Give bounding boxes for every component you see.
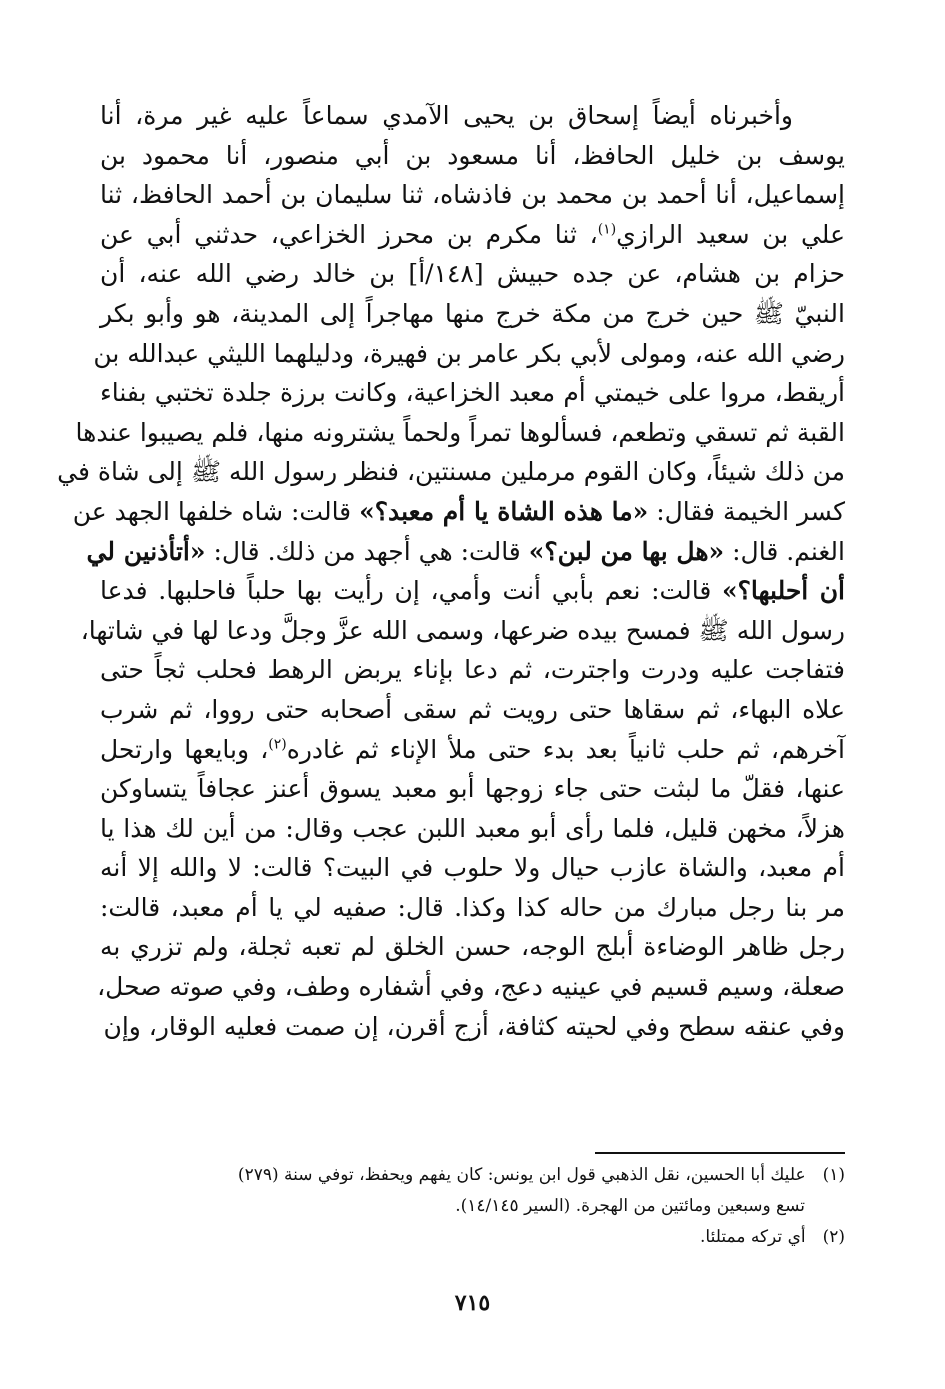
text-line [100,769,845,809]
text-line [100,650,845,690]
text-segment: صعلة، وسيم قسيم في عينيه دعج، وفي أشفاره وطف، وفي صوته صحل، [97,972,845,1002]
text-line [100,294,845,334]
page-number: ٧١٥ [454,1290,491,1316]
text-segment: وفي عنقه سطح وفي لحيته كثافة، أزج أقرن، إن صمت فعليه الوقار، وإن [103,1011,845,1041]
footnote-text: عليك أبا الحسين، نقل الذهبي قول ابن يونس: كان يفهم ويحفظ، توفي سنة (٢٧٩) [237,1165,811,1185]
text-line [100,96,845,136]
text-line [100,136,845,176]
text-segment: قالت: شاه خلفها الجهد عن [72,496,360,526]
footnote-line [100,1160,845,1191]
text-segment: كسر الخيمة فقال: [648,496,845,526]
text-line [100,927,845,967]
text-line [100,373,845,413]
footnote-text: تسع وسبعين ومائتين من الهجرة. (السير ١٤/١٤٥). [455,1196,805,1216]
bold-quote: «أتأذنين لي [86,536,206,566]
bold-quote: أن أحلبها؟» [721,576,845,606]
text-line [100,848,845,888]
text-line [100,1007,845,1047]
text-line [75,413,845,453]
text-line [93,334,845,374]
text-segment: أم معبد، والشاة عازب حيال ولا حلوب في البيت؟ قالت: لا والله إلا أنه [100,853,845,883]
bold-quote: «هل بها من لبن؟» [528,536,725,566]
bold-quote: «ما هذه الشاة يا أم معبد؟» [359,496,649,526]
text-segment: آخرهم، ثم حلب ثانياً بعد بدء حتى ملأ الإناء ثم غادره [286,734,846,764]
footnote-line [100,1191,845,1222]
text-segment: النبيّ ﷺ حين خرج من مكة خرج منها مهاجراً إلى المدينة، هو وأبو بكر [100,298,845,328]
main-text [57,96,846,1046]
text-line [100,215,845,255]
text-line [100,175,845,215]
text-line [100,730,845,770]
text-segment: حزام بن هشام، عن جده حبيش [١٤٨/أ] بن خالد رضي الله عنه، أن [100,259,845,289]
text-segment: أريقط، مروا على خيمتي أم معبد الخزاعية، وكانت برزة جلدة تختبي بفناء [100,378,845,408]
footnote-line [100,1222,845,1253]
footnote-number: (٢) [822,1227,845,1247]
text-line [72,492,845,532]
text-segment: علي بن سعيد الرازي [616,219,845,249]
text-line [86,532,845,572]
text-segment: من ذلك شيئاً، وكان القوم مرملين مسنتين، فنظر رسول الله ﷺ إلى شاة في [57,457,845,487]
text-line [100,690,845,730]
footnote-number: (١) [822,1165,845,1185]
text-segment: قالت: نعم بأبي أنت وأمي، إن رأيت بها حلباً فاحلبها. فدعا [100,576,722,606]
footnote-text: أي تركه ممتلئا. [700,1227,811,1247]
text-line [57,452,845,492]
text-segment: ، وبايعها وارتحل [100,734,269,764]
text-segment: إسماعيل، أنا أحمد بن محمد بن فاذشاه، ثنا سليمان بن أحمد الحافظ، ثنا [100,180,845,210]
text-segment: مر بنا رجل مبارك من حاله كذا وكذا. قال: صفيه لي يا أم معبد، قالت: [100,892,845,922]
footnotes [100,1160,845,1253]
text-line [100,809,845,849]
text-segment: يوسف بن خليل الحافظ، أنا مسعود بن أبي منصور، أنا محمود بن [100,140,845,170]
text-line [97,967,845,1007]
text-line [80,611,845,651]
text-segment: القبة ثم تسقي وتطعم، فسألوها تمراً ولحماً يشترونه منها، فلم يصيبوا عندها [75,417,845,447]
text-segment: هزلاً، مخهن قليل، فلما رأى أبو معبد اللبن عجب وقال: من أين لك هذا يا [100,813,845,843]
text-segment: الغنم. قال: [724,536,845,566]
text-segment: عنها، فقلّ ما لبثت حتى جاء زوجها أبو معبد يسوق أعنز عجافاً يتساوكن [100,774,845,804]
text-segment: قالت: هي أجهد من ذلك. قال: [205,536,529,566]
text-segment: رسول الله ﷺ فمسح بيده ضرعها، وسمى الله عزَّ وجلَّ ودعا لها في شاتها، [80,615,845,645]
text-segment: فتفاجت عليه ودرت واجترت، ثم دعا بإناء يربض الرهط فحلب ثجاً حتى [100,655,845,685]
text-segment: علاه البهاء، ثم سقاها حتى رويت ثم سقى أصحابه حتى رووا، ثم شرب [100,694,845,724]
text-line [100,254,845,294]
footnote-separator [595,1152,845,1154]
text-segment: ، ثنا مكرم بن محرز الخزاعي، حدثني أبي عن [100,219,598,249]
footnote-ref: (٢) [268,736,287,753]
text-segment: وأخبرناه أيضاً إسحاق بن يحيى الآمدي سماعاً عليه غير مرة، أنا [100,101,793,130]
text-line [100,571,845,611]
footnote-ref: (١) [597,221,617,238]
text-segment: رجل ظاهر الوضاءة أبلج الوجه، حسن الخلق لم تعبه ثجلة، ولم تزري به [100,932,845,962]
text-segment: رضي الله عنه، ومولى لأبي بكر عامر بن فهيرة، ودليلهما الليثي عبدالله بن [93,338,845,368]
text-line [100,888,845,928]
